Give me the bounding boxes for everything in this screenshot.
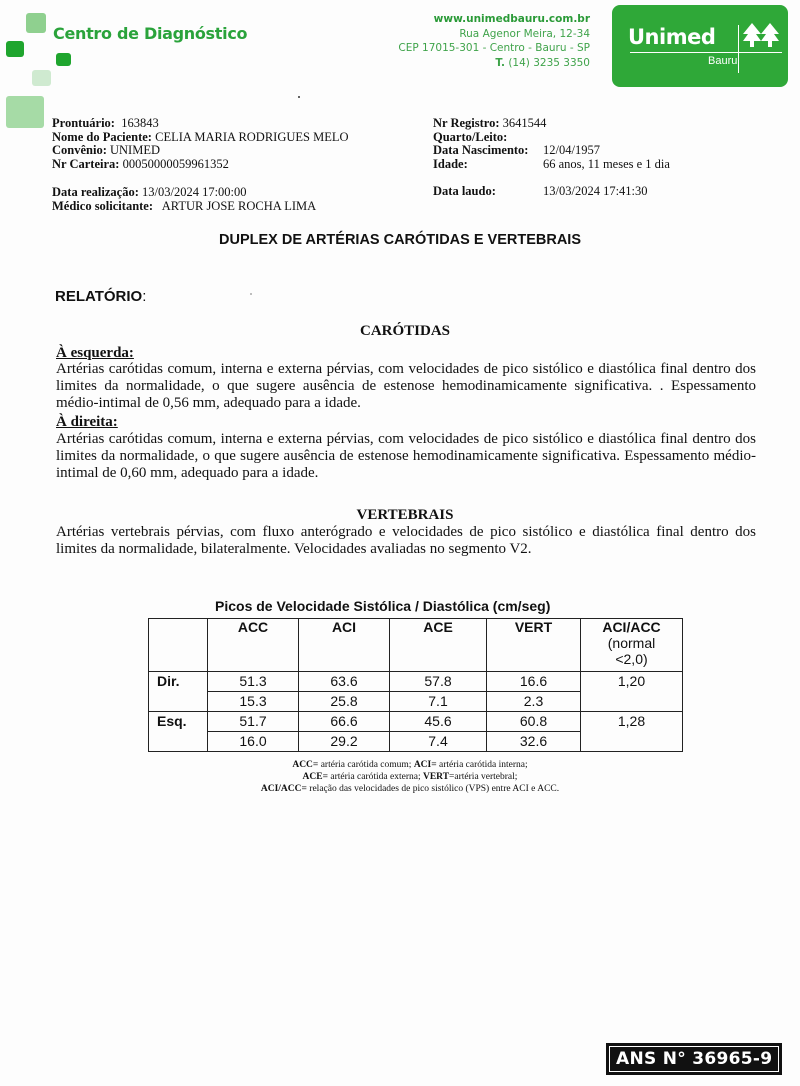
field-value: 12/04/1957 [543,143,600,157]
row-label-blank [149,732,208,752]
logo-square-1 [26,13,46,33]
vertebrais-text: Artérias vertebrais pérvias, com fluxo anterógrado e velocidades de pico sistólico e diastólica final dentro dos limites da normalidade, bilateralmente. Velocidades avaliadas no segmento V2. [56,524,756,557]
field-value: 66 anos, 11 meses e 1 dia [543,156,670,171]
row-label-blank [149,692,208,712]
legend-def: artéria carótida interna; [436,760,528,770]
legend-term: ACI/ACC= [260,784,307,794]
field-value: CELIA MARIA RODRIGUES MELO [155,129,349,144]
field-value: 3641544 [502,116,547,130]
cell: 29.2 [299,732,390,752]
legend-term: ACE= [302,772,329,782]
direita-label: À direita: [56,414,118,430]
ratio-cell: 1,20 [581,672,683,712]
legend-term: VERT [422,772,450,782]
field-label: Data Nascimento: [433,143,529,157]
field-value: 163843 [121,116,159,130]
field-value: 13/03/2024 17:00:00 [142,185,247,199]
unimed-logo [612,5,788,87]
phone [398,56,590,71]
cell: 25.8 [299,692,390,712]
cell: 7.1 [390,692,487,712]
carotidas-heading: CARÓTIDAS [359,323,450,339]
field-nome [52,131,349,145]
patient-info-left [52,117,349,171]
header-ace: ACE [390,619,487,672]
logo-city: Bauru [708,55,738,67]
website-link[interactable]: www.unimedbauru.com.br [433,13,590,25]
header-aci: ACI [299,619,390,672]
relatorio-colon: : [142,288,147,305]
legend-term: ACI= [413,760,437,770]
cell: 45.6 [390,712,487,732]
cell: 16.6 [487,672,581,692]
legend-def: =artéria vertebral; [449,772,518,782]
cell: 15.3 [208,692,299,712]
table-legend [0,759,800,795]
cell: 63.6 [299,672,390,692]
legend-line [0,783,800,795]
field-registro [433,117,670,131]
velocity-table [148,618,683,752]
field-label: Data laudo: [433,184,496,198]
direita-text: Artérias carótidas comum, interna e externa pérvias, com velocidades de pico sistólico e diastólica final dentro dos limites da normalidade, o que sugere ausência de estenose hemodinamicamente significativa. Espessamento médio-intimal de 0,60 mm, adequado para a idade. [56,431,756,481]
phone-label: T. [495,56,505,69]
logo-square-5 [6,96,44,128]
table-row [149,712,683,732]
legend-def: relação das velocidades de pico sistólico (VPS) entre ACI e ACC. [306,784,560,794]
header-vert: VERT [487,619,581,672]
legend-line [0,771,800,783]
field-label: Nr Carteira: [52,156,120,171]
field-label: Data realização: [52,185,139,199]
header-ratio [581,619,683,672]
field-quarto [433,131,670,145]
field-label: Convênio: [52,143,107,157]
ratio-note: (normal [607,635,656,651]
cell: 7.4 [390,732,487,752]
field-carteira [52,158,349,172]
phone-number: (14) 3235 3350 [508,56,590,69]
scan-speck [250,293,252,295]
logo-square-3 [56,53,71,66]
field-value: 00050000059961352 [122,156,229,171]
scan-speck [298,96,300,98]
field-value: UNIMED [110,143,160,157]
legend-term: ACC= [292,760,319,770]
cell: 51.3 [208,672,299,692]
cell: 51.7 [208,712,299,732]
ratio-title: ACI/ACC [602,619,661,635]
row-label-dir: Dir. [149,672,208,692]
vertebrais-heading: VERTEBRAIS [356,507,454,523]
table-row [149,672,683,692]
field-data-laudo [433,185,648,199]
legend-def: artéria carótida externa; [328,772,423,782]
address: Rua Agenor Meira, 12-34 [459,27,590,40]
field-value: ARTUR JOSE ROCHA LIMA [161,199,317,213]
esquerda-label: À esquerda: [56,345,134,361]
field-value: 13/03/2024 17:41:30 [543,184,648,198]
contact-block [398,12,590,70]
logo-hline [630,52,782,53]
cell: 2.3 [487,692,581,712]
field-prontuario [52,117,349,131]
header-acc: ACC [208,619,299,672]
ratio-cell: 1,28 [581,712,683,752]
field-label: Nr Registro: [433,116,500,130]
cell: 16.0 [208,732,299,752]
field-label: Médico solicitante: [52,199,154,213]
esquerda-text: Artérias carótidas comum, interna e externa pérvias, com velocidades de pico sistólico e diastólica final dentro dos limites da normalidade, o que sugere ausência de estenose hemodinamicamente significativa. . Espessamento médio-intimal de 0,56 mm, adequado para a idade. [56,361,756,411]
brand-name: Centro de Diagnóstico [53,24,248,43]
table-header-row [149,619,683,672]
row-label-esq: Esq. [149,712,208,732]
relatorio-label: RELATÓRIO [55,288,143,305]
cell: 66.6 [299,712,390,732]
field-label: Quarto/Leito: [433,129,508,144]
cell: 60.8 [487,712,581,732]
field-label: Prontuário: [52,116,115,130]
logo-square-4 [32,70,51,86]
field-idade [433,158,670,172]
field-label: Nome do Paciente: [52,129,152,144]
cell: 32.6 [487,732,581,752]
patient-info-right [433,117,670,171]
logo-vline [738,25,739,73]
relatorio-heading [55,288,146,305]
logo-square-2 [6,41,24,57]
logo-name: Unimed [628,25,716,49]
field-data-realizacao [52,186,247,200]
ans-registration-badge: ANS N° 36965-9 [606,1043,782,1075]
cell: 57.8 [390,672,487,692]
field-convenio [52,144,349,158]
report-title: DUPLEX DE ARTÉRIAS CARÓTIDAS E VERTEBRAIS [219,232,581,248]
legend-def: artéria carótida comum; [318,760,414,770]
field-label: Idade: [433,156,468,171]
ratio-limit: <2,0) [615,651,648,667]
legend-line [0,759,800,771]
cep: CEP 17015-301 - Centro - Bauru - SP [398,42,590,54]
field-nascimento [433,144,670,158]
table-title: Picos de Velocidade Sistólica / Diastólica (cm/seg) [215,598,551,614]
field-medico [52,200,316,214]
pine-tree-icon [743,21,779,51]
header-empty [149,619,208,672]
